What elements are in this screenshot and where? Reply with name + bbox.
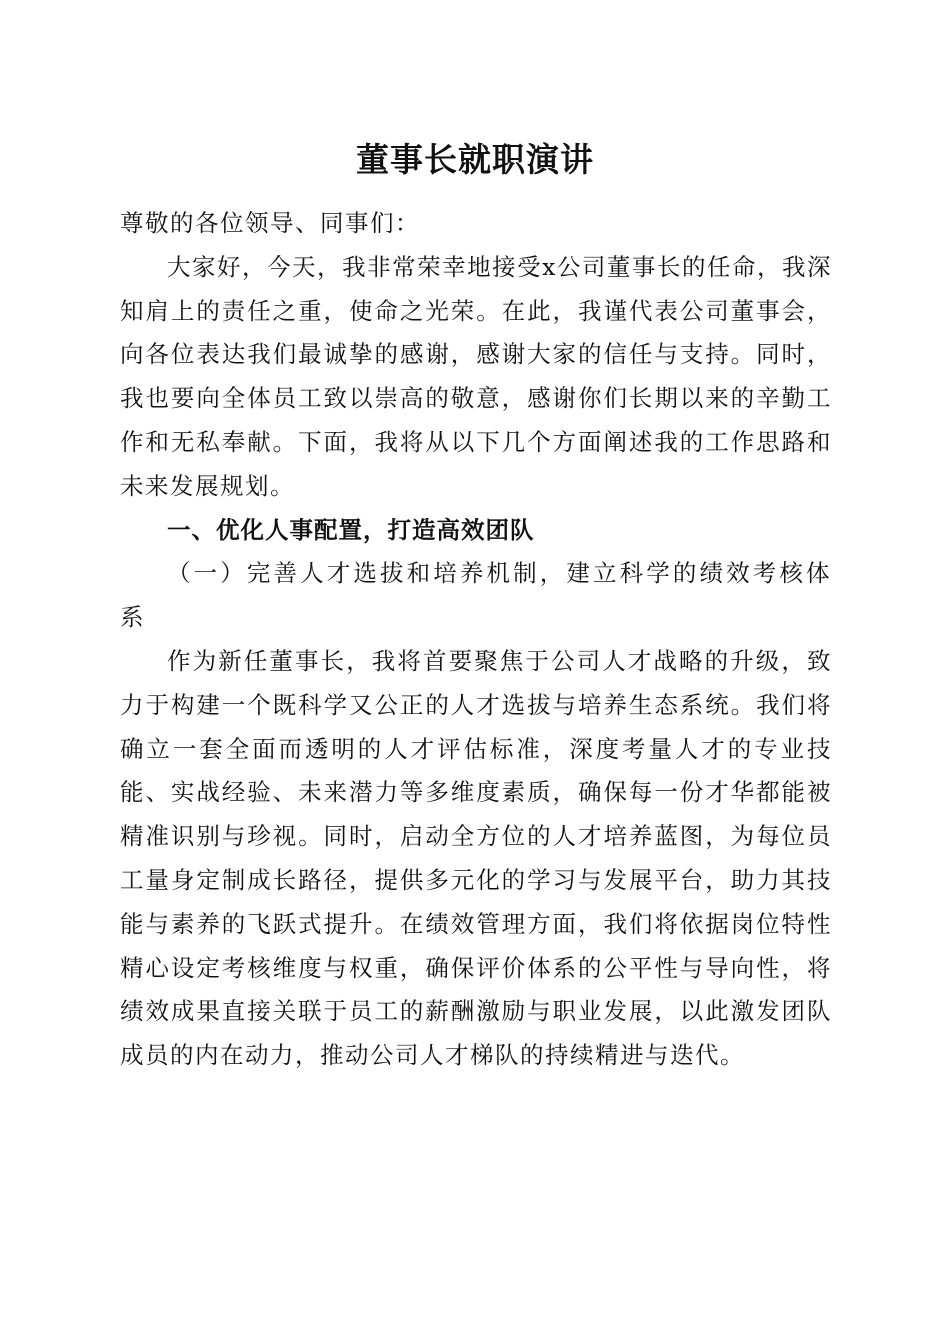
subsection-heading: （一）完善人才选拔和培养机制，建立科学的绩效考核体系 <box>120 559 832 632</box>
subsection-paragraph: 作为新任董事长，我将首要聚焦于公司人才战略的升级，致力于构建一个既科学又公正的人才选拔与培养生态系统。我们将确立一套全面而透明的人才评估标准，深度考量人才的专业技能、实战经验、未来潜力等多维度素质，确保每一份才华都能被精准识别与珍视。同时，启动全方位的人才培养蓝图，为每位员工量身定制成长路径，提供多元化的学习与发展平台，助力其技能与素养的飞跃式提升。在绩效管理方面，我们将依据岗位特性精心设定考核维度与权重，确保评价体系的公平性与导向性，将绩效成果直接关联于员工的薪酬激励与职业发展，以此激发团队成员的内在动力，推动公司人才梯队的持续精进与迭代。 <box>120 646 832 1070</box>
salutation: 尊敬的各位领导、同事们： <box>120 209 420 237</box>
intro-paragraph: 大家好，今天，我非常荣幸地接受x公司董事长的任命，我深知肩上的责任之重，使命之光荣。在此，我谨代表公司董事会，向各位表达我们最诚挚的感谢，感谢大家的信任与支持。同时，我也要向全体员工致以崇高的敬意，感谢你们长期以来的辛勤工作和无私奉献。下面，我将从以下几个方面阐述我的工作思路和未来发展规划。 <box>120 252 832 500</box>
section-heading: 一、优化人事配置，打造高效团队 <box>167 515 535 544</box>
document-title: 董事长就职演讲 <box>356 140 594 179</box>
document-body <box>120 202 832 1078</box>
